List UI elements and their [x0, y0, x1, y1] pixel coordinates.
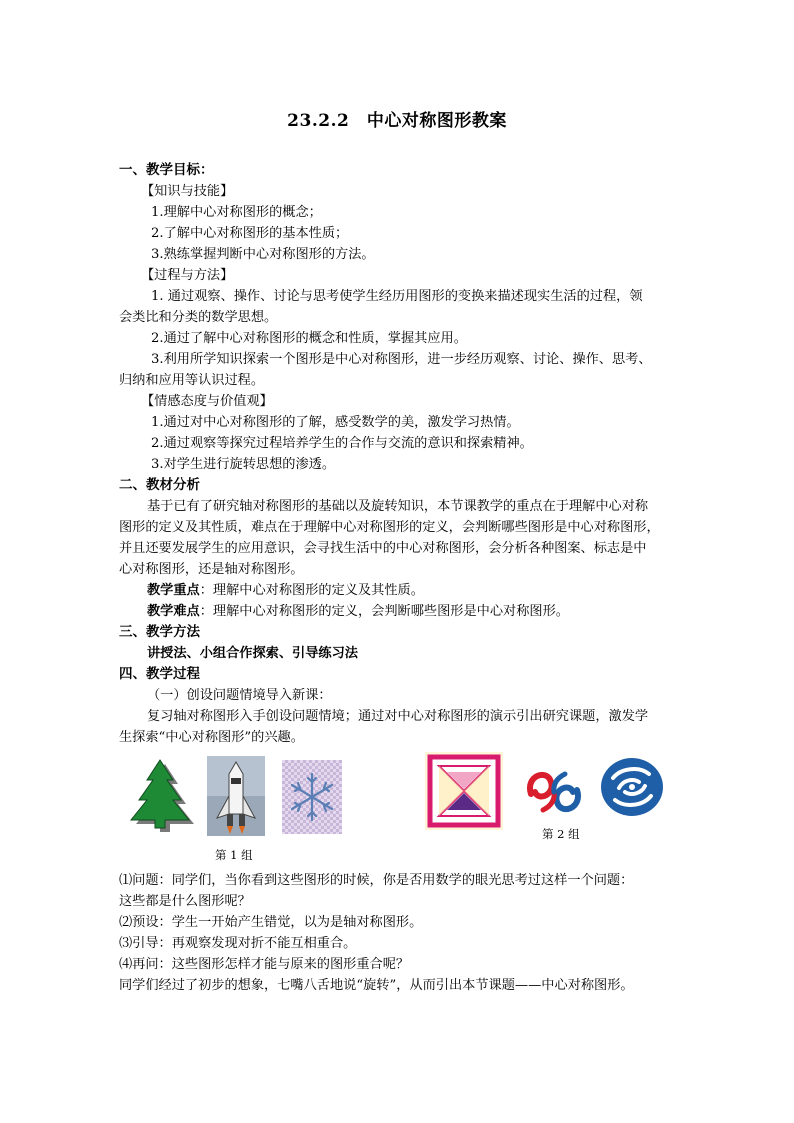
- page-title: 23.2.2 中心对称图形教案: [287, 111, 507, 131]
- guide-line: ⑶引导：再观察发现对折不能互相重合。: [119, 936, 357, 951]
- summary-line: 同学们经过了初步的想象，七嘴八舌地说“旋转”，从而引出本节课题——中心对称图形。: [119, 978, 634, 993]
- subheading-attitude: 【情感态度与价值观】: [141, 394, 273, 409]
- difficulty-text: ：理解中心对称图形的定义，会判断哪些图形是中心对称图形。: [199, 604, 569, 619]
- snowflake-figure: [282, 760, 342, 834]
- section-heading-objectives: 一、教学目标：: [119, 162, 214, 178]
- list-item: 1.通过对中心对称图形的了解，感受数学的美，激发学习热情。: [151, 415, 520, 430]
- list-item: 2.通过了解中心对称图形的概念和性质，掌握其应用。: [151, 331, 467, 346]
- paragraph-line: 并且还要发展学生的应用意识，会寻找生活中的中心对称图形，会分析各种图案、标志是中: [119, 541, 647, 556]
- paragraph-line: 图形的定义及其性质，难点在于理解中心对称图形的定义，会判断哪些图形是中心对称图形，: [119, 520, 660, 535]
- paragraph-line: 心对称图形，还是轴对称图形。: [119, 562, 304, 577]
- preset-line: ⑵预设：学生一开始产生错觉，以为是轴对称图形。: [119, 915, 423, 930]
- list-item: 2.了解中心对称图形的基本性质；: [151, 226, 349, 241]
- methods-text: 讲授法、小组合作探索、引导练习法: [147, 646, 358, 661]
- question-line: ⑴问题：同学们，当你看到这些图形的时候，你是否用数学的眼光思考过这样一个问题：: [119, 873, 634, 888]
- square-tile-figure: [425, 752, 503, 830]
- difficulty-line: [119, 601, 679, 622]
- list-item: 3.对学生进行旋转思想的渗透。: [151, 457, 336, 472]
- list-item: 2.通过观察等探究过程培养学生的合作与交流的意识和探索精神。: [151, 436, 533, 451]
- group2-caption: 第 2 组: [542, 827, 580, 841]
- list-item: 1. 通过观察、操作、讨论与思考使学生经历用图形的变换来描述现实生活的过程，领: [151, 289, 643, 304]
- reask-line: ⑷再问：这些图形怎样才能与原来的图形重合呢？: [119, 957, 410, 972]
- paragraph-line: 复习轴对称图形入手创设问题情境；通过对中心对称图形的演示引出研究课题，激发学: [147, 709, 649, 724]
- mobile-logo-figure: [599, 756, 665, 818]
- tree-figure: [121, 758, 199, 844]
- question-line-continued: 这些都是什么图形呢？: [119, 894, 251, 909]
- paragraph-line: 生探索“中心对称图形”的兴趣。: [119, 730, 304, 745]
- key-point-text: ：理解中心对称图形的定义及其性质。: [199, 583, 424, 598]
- list-item: 1.理解中心对称图形的概念；: [151, 205, 322, 220]
- key-point-label: 教学重点: [147, 583, 200, 598]
- list-item-continued: 归纳和应用等认识过程。: [119, 373, 265, 388]
- list-item: 3.利用所学知识探索一个图形是中心对称图形，进一步经历观察、讨论、操作、思考、: [151, 352, 652, 367]
- list-item: 3.熟练掌握判断中心对称图形的方法。: [151, 247, 375, 262]
- document-body: [119, 160, 679, 996]
- paragraph-line: 基于已有了研究轴对称图形的基础以及旋转知识，本节课教学的重点在于理解中心对称: [147, 499, 649, 514]
- section-heading-analysis: 二、教材分析: [119, 477, 200, 493]
- shuttle-figure: [207, 756, 265, 836]
- difficulty-label: 教学难点: [147, 604, 200, 619]
- subsection-title: （一）创设问题情境导入新课：: [147, 688, 332, 703]
- group1-caption: 第 1 组: [215, 848, 253, 862]
- section-heading-process: 四、教学过程: [119, 666, 200, 682]
- subheading-knowledge: 【知识与技能】: [141, 184, 234, 199]
- figure-row: [119, 752, 679, 864]
- red-blue-logo-figure: [521, 764, 587, 820]
- subheading-process: 【过程与方法】: [141, 268, 234, 283]
- key-point-line: [119, 580, 679, 601]
- list-item-continued: 会类比和分类的数学思想。: [119, 310, 278, 325]
- section-heading-methods: 三、教学方法: [119, 624, 200, 640]
